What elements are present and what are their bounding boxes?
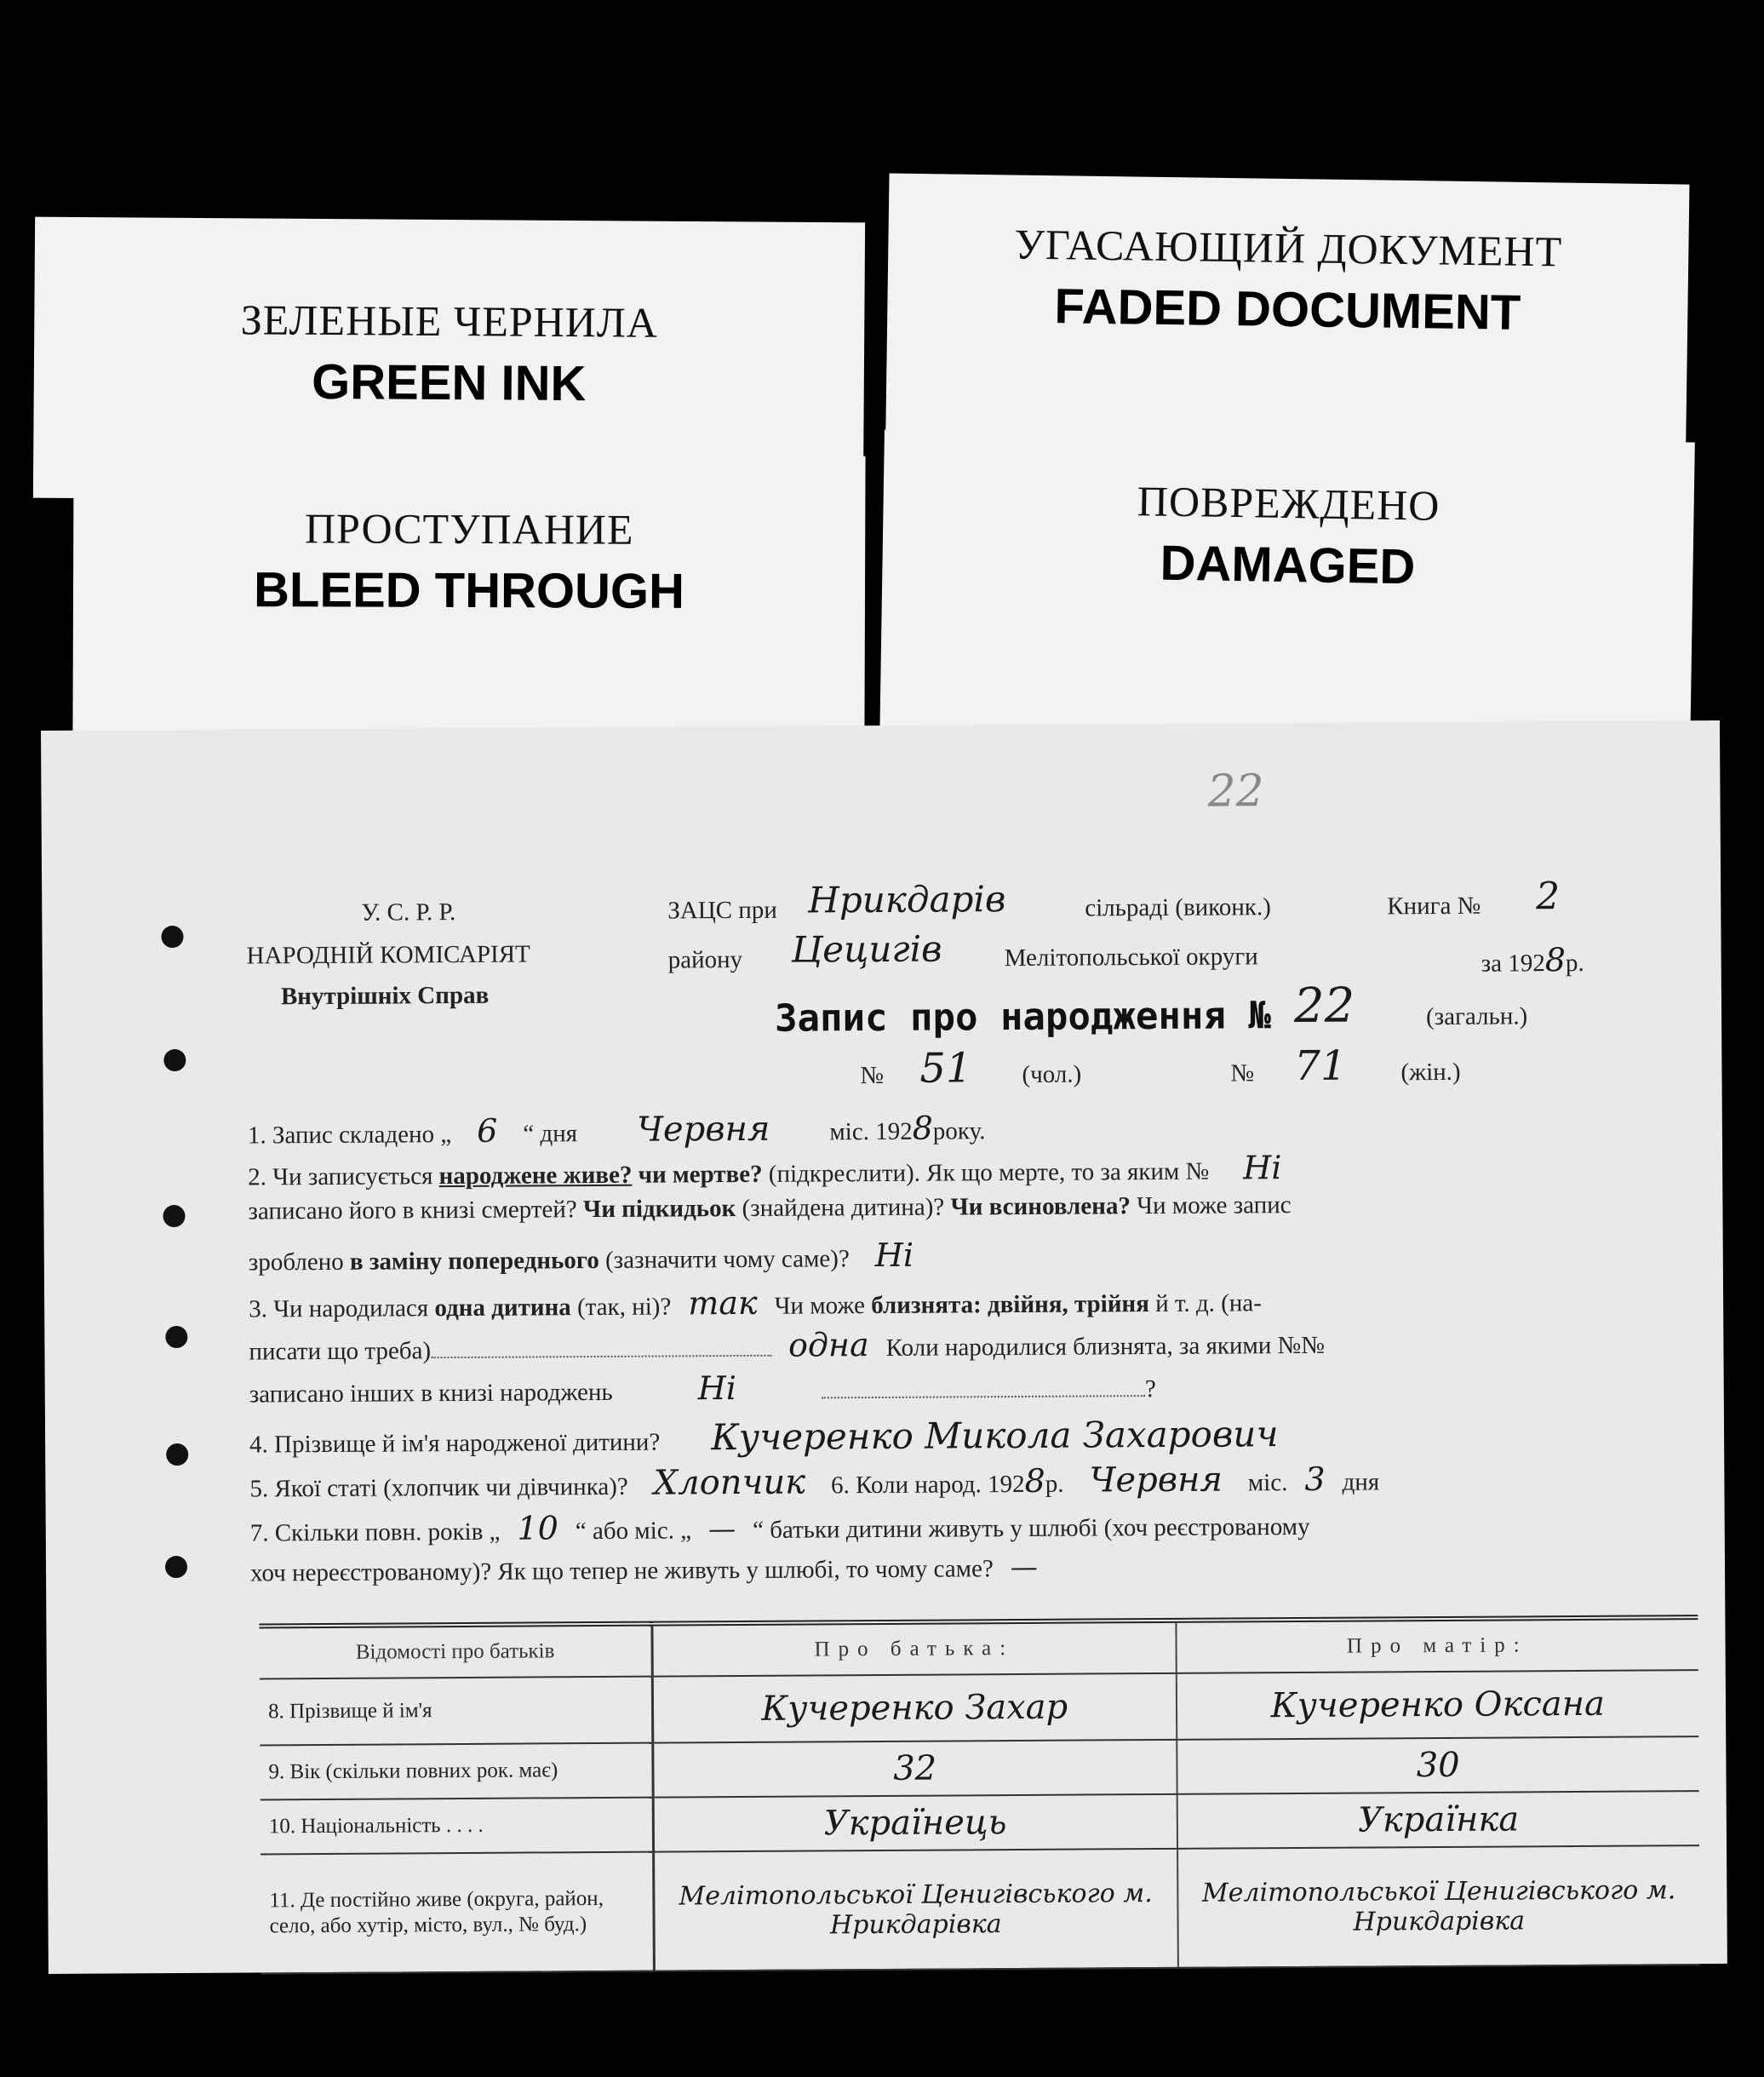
q3-line3: записано інших в книзі народжень Ні ?: [249, 1369, 1156, 1409]
q4-line: 4. Прізвище й ім'я народженої дитини? Кучеренко Микола Захарович: [249, 1413, 1279, 1459]
row-label-residence: 11. Де постійно живе (округа, район, село, або хутір, місто, вул., № буд.): [261, 1852, 654, 1974]
female-no-prefix: №: [1230, 1059, 1255, 1087]
page-number: 22: [1207, 766, 1264, 818]
record-number: 22: [1293, 978, 1355, 1035]
row-label-age: 9. Вік (скільки повних рок. має): [260, 1743, 653, 1800]
mother-residence: Мелітопольської Ценигівського м. Нрикдарівка: [1177, 1845, 1700, 1968]
q2-line1: 2. Чи записується народжене живе? чи мертве? (підкреслити). Як що мерте, то за яким № Ні: [248, 1149, 1282, 1191]
table-header-row: [259, 1617, 1698, 1678]
table-row: [261, 1791, 1699, 1854]
header-parents-info: Відомості про батьків: [259, 1624, 652, 1679]
year-label: за 1928р.: [1480, 941, 1584, 979]
general-label: (загальн.): [1425, 1002, 1528, 1031]
faded-document-ru: УГАСАЮЩИЙ ДОКУМЕНТ: [1014, 220, 1563, 276]
table-row: [260, 1736, 1698, 1799]
mother-nationality: Українка: [1177, 1791, 1699, 1849]
header-father: Про батька:: [652, 1621, 1176, 1677]
green-ink-en: GREEN INK: [311, 353, 587, 412]
table-row: [260, 1670, 1698, 1745]
bleed-through-card: [72, 453, 865, 737]
mother-age: 30: [1177, 1736, 1699, 1794]
faded-document-en: FADED DOCUMENT: [1054, 278, 1521, 341]
district-name: Цецигів: [791, 927, 942, 971]
row-label-name: 8. Прізвище й ім'я: [260, 1677, 653, 1746]
q1-line: 1. Запис складено „ 6 “ дня Червня міс. 1928року.: [247, 1109, 986, 1150]
parents-table: [259, 1615, 1699, 1974]
district-label: району: [667, 945, 743, 974]
q3-line1: 3. Чи народилася одна дитина (так, ні)? так Чи може близнята: двійня, трійня й т. д. (на-: [249, 1283, 1262, 1323]
father-nationality: Українець: [653, 1794, 1177, 1852]
q7-line1: 7. Скільки повн. років „ 10 “ або міс. „ — “ батьки дитини живуть у шлюбі (хоч реєстрованому: [249, 1509, 1310, 1547]
male-no-prefix: №: [860, 1061, 885, 1090]
bleed-through-ru: ПРОСТУПАНИЕ: [304, 504, 634, 554]
council-label: сільраді (виконк.): [1085, 893, 1271, 922]
q5-q6-line: 5. Якої статі (хлопчик чи дівчинка)? Хлопчик 6. Коли народ. 1928р. Червня міс. 3 дня: [249, 1460, 1380, 1503]
birth-record-form: [41, 720, 1727, 1974]
damaged-en: DAMAGED: [1160, 535, 1416, 595]
table-row: [261, 1845, 1700, 1973]
q2-line2: записано його в книзі смертей? Чи підкидьок (знайдена дитина)? Чи всиновлена? Чи може запис: [248, 1191, 1292, 1225]
punch-hole: [165, 1326, 187, 1348]
village-name: Нрикдарів: [808, 878, 1006, 921]
zags-prefix: ЗАЦС при: [667, 896, 777, 925]
female-number: 71: [1294, 1041, 1347, 1091]
okrug-label: Мелітопольської округи: [1004, 943, 1258, 973]
republic-label: У. С. Р. Р.: [361, 898, 456, 927]
green-ink-ru: ЗЕЛЕНЫЕ ЧЕРНИЛА: [240, 295, 659, 347]
ministry-label: Внутрішніх Справ: [280, 981, 490, 1011]
male-number: 51: [919, 1044, 972, 1093]
commissariat-label: НАРОДНІЙ КОМІСАРІЯТ: [246, 940, 530, 970]
bleed-through-en: BLEED THROUGH: [253, 562, 685, 619]
q7-line2: хоч нереєстрованому)? Як що тепер не живуть у шлюбі, то чому саме? —: [249, 1550, 1038, 1587]
punch-hole: [166, 1443, 188, 1466]
mother-name: Кучеренко Оксана: [1176, 1670, 1698, 1740]
punch-hole: [165, 1556, 187, 1578]
punch-hole: [163, 1205, 185, 1227]
punch-hole: [161, 926, 183, 948]
book-number: 2: [1536, 875, 1561, 919]
header-mother: Про матір:: [1176, 1617, 1698, 1673]
damaged-ru: ПОВРЕЖДЕНО: [1137, 477, 1440, 530]
row-label-nationality: 10. Національність . . . .: [261, 1798, 654, 1855]
father-name: Кучеренко Захар: [652, 1673, 1176, 1743]
punch-hole: [163, 1049, 186, 1071]
father-residence: Мелітопольської Ценигівського м. Нрикдарівка: [654, 1849, 1178, 1971]
male-label: (чол.): [1022, 1060, 1082, 1088]
father-age: 32: [653, 1740, 1177, 1798]
q3-line2: писати що треба) одна Коли народилися близнята, за якими №№: [249, 1326, 1326, 1366]
q2-line3: зроблено в заміну попереднього (зазначити чому саме)? Ні: [248, 1236, 914, 1277]
book-label: Книга №: [1387, 892, 1481, 921]
record-title: Запис про народження №: [774, 994, 1272, 1041]
damaged-card: [879, 430, 1695, 758]
female-label: (жін.): [1400, 1058, 1461, 1087]
